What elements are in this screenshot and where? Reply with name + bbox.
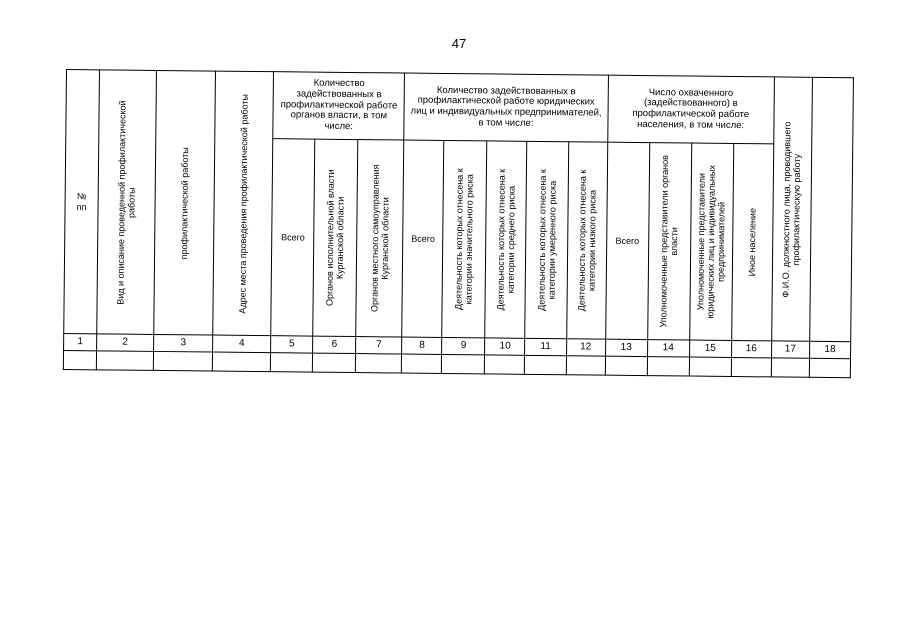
header-legal-total: Всего	[402, 140, 444, 337]
column-number: 2	[97, 334, 154, 352]
empty-cell	[402, 354, 442, 373]
empty-cell	[313, 353, 356, 372]
report-table	[63, 69, 854, 378]
header-authority-representatives: Уполномоченные представители органов власти	[647, 143, 691, 340]
header-moderate-risk: Деятельность которых отнесена к категории умеренного риска	[525, 141, 568, 338]
column-number: 4	[213, 335, 271, 353]
empty-cell	[96, 351, 153, 371]
empty-cell	[731, 357, 771, 376]
empty-cell	[809, 358, 850, 377]
header-medium-risk: Деятельность которых отнесена к категории среднего риска	[485, 141, 527, 338]
empty-cell	[442, 354, 485, 373]
header-entity-representatives: Уполномоченные представители юридических лиц и индивидуальных предпринимателей	[689, 143, 733, 340]
column-number: 9	[442, 337, 485, 354]
column-number: 12	[566, 339, 605, 356]
column-number: 14	[647, 340, 689, 357]
header-official-name: Ф.И.О. должностного лица, проводившего профилактическую работу	[771, 77, 812, 341]
header-other-population: Иное население	[731, 143, 773, 340]
header-group-authorities: Количество задействованных в профилактической работе органов власти, в том числе:	[273, 72, 405, 140]
header-authorities-total: Всего	[271, 139, 315, 336]
column-number: 13	[605, 339, 647, 356]
header-group-population: Число охваченного (задействованного) в профилактической работе населения, в том числе:	[607, 75, 774, 144]
empty-cell	[213, 352, 271, 372]
column-number: 11	[525, 338, 566, 355]
column-number: 17	[771, 341, 809, 358]
empty-cell	[525, 355, 566, 374]
empty-cell	[566, 356, 605, 375]
header-work-type: Вид и описание проведенной профилактической работы	[97, 70, 157, 335]
column-number: 3	[154, 334, 213, 352]
column-number: 16	[731, 340, 771, 357]
column-number: 15	[689, 340, 731, 357]
column-number: 5	[271, 336, 313, 353]
column-number: 6	[313, 336, 356, 353]
empty-cell	[485, 355, 525, 374]
empty-cell	[271, 353, 313, 372]
empty-cell	[63, 350, 96, 369]
column-number: 18	[809, 341, 850, 358]
header-address: Адрес места проведения профилактической работы	[213, 71, 274, 336]
empty-cell	[647, 357, 689, 376]
column-number: 7	[356, 337, 402, 354]
header-col-18	[809, 77, 853, 341]
header-no: № пп	[64, 70, 100, 334]
column-number: 10	[485, 338, 525, 355]
header-population-total: Всего	[605, 142, 649, 339]
empty-cell	[153, 351, 212, 371]
page-number: 47	[451, 36, 467, 51]
column-number: 1	[64, 333, 97, 350]
column-number: 8	[402, 337, 442, 354]
empty-cell	[605, 356, 647, 375]
empty-cell	[771, 358, 809, 377]
header-significant-risk: Деятельность которых отнесена к категории значительного риска	[442, 140, 487, 337]
header-group-legal-entities: Количество задействованных в профилактической работе юридических лиц и индивидуальных предпринимателей, в том числе:	[404, 73, 608, 142]
empty-cell	[356, 354, 402, 373]
header-local-government: Органов местного самоуправления Курганской области	[356, 140, 404, 337]
header-work: профилактической работы	[154, 70, 216, 335]
report-table-sheet	[63, 69, 854, 378]
header-exec-authorities: Органов исполнительной власти Курганской области	[313, 139, 358, 336]
header-low-risk: Деятельность которых отнесена к категории низкого риска	[566, 142, 607, 339]
empty-cell	[689, 357, 731, 376]
